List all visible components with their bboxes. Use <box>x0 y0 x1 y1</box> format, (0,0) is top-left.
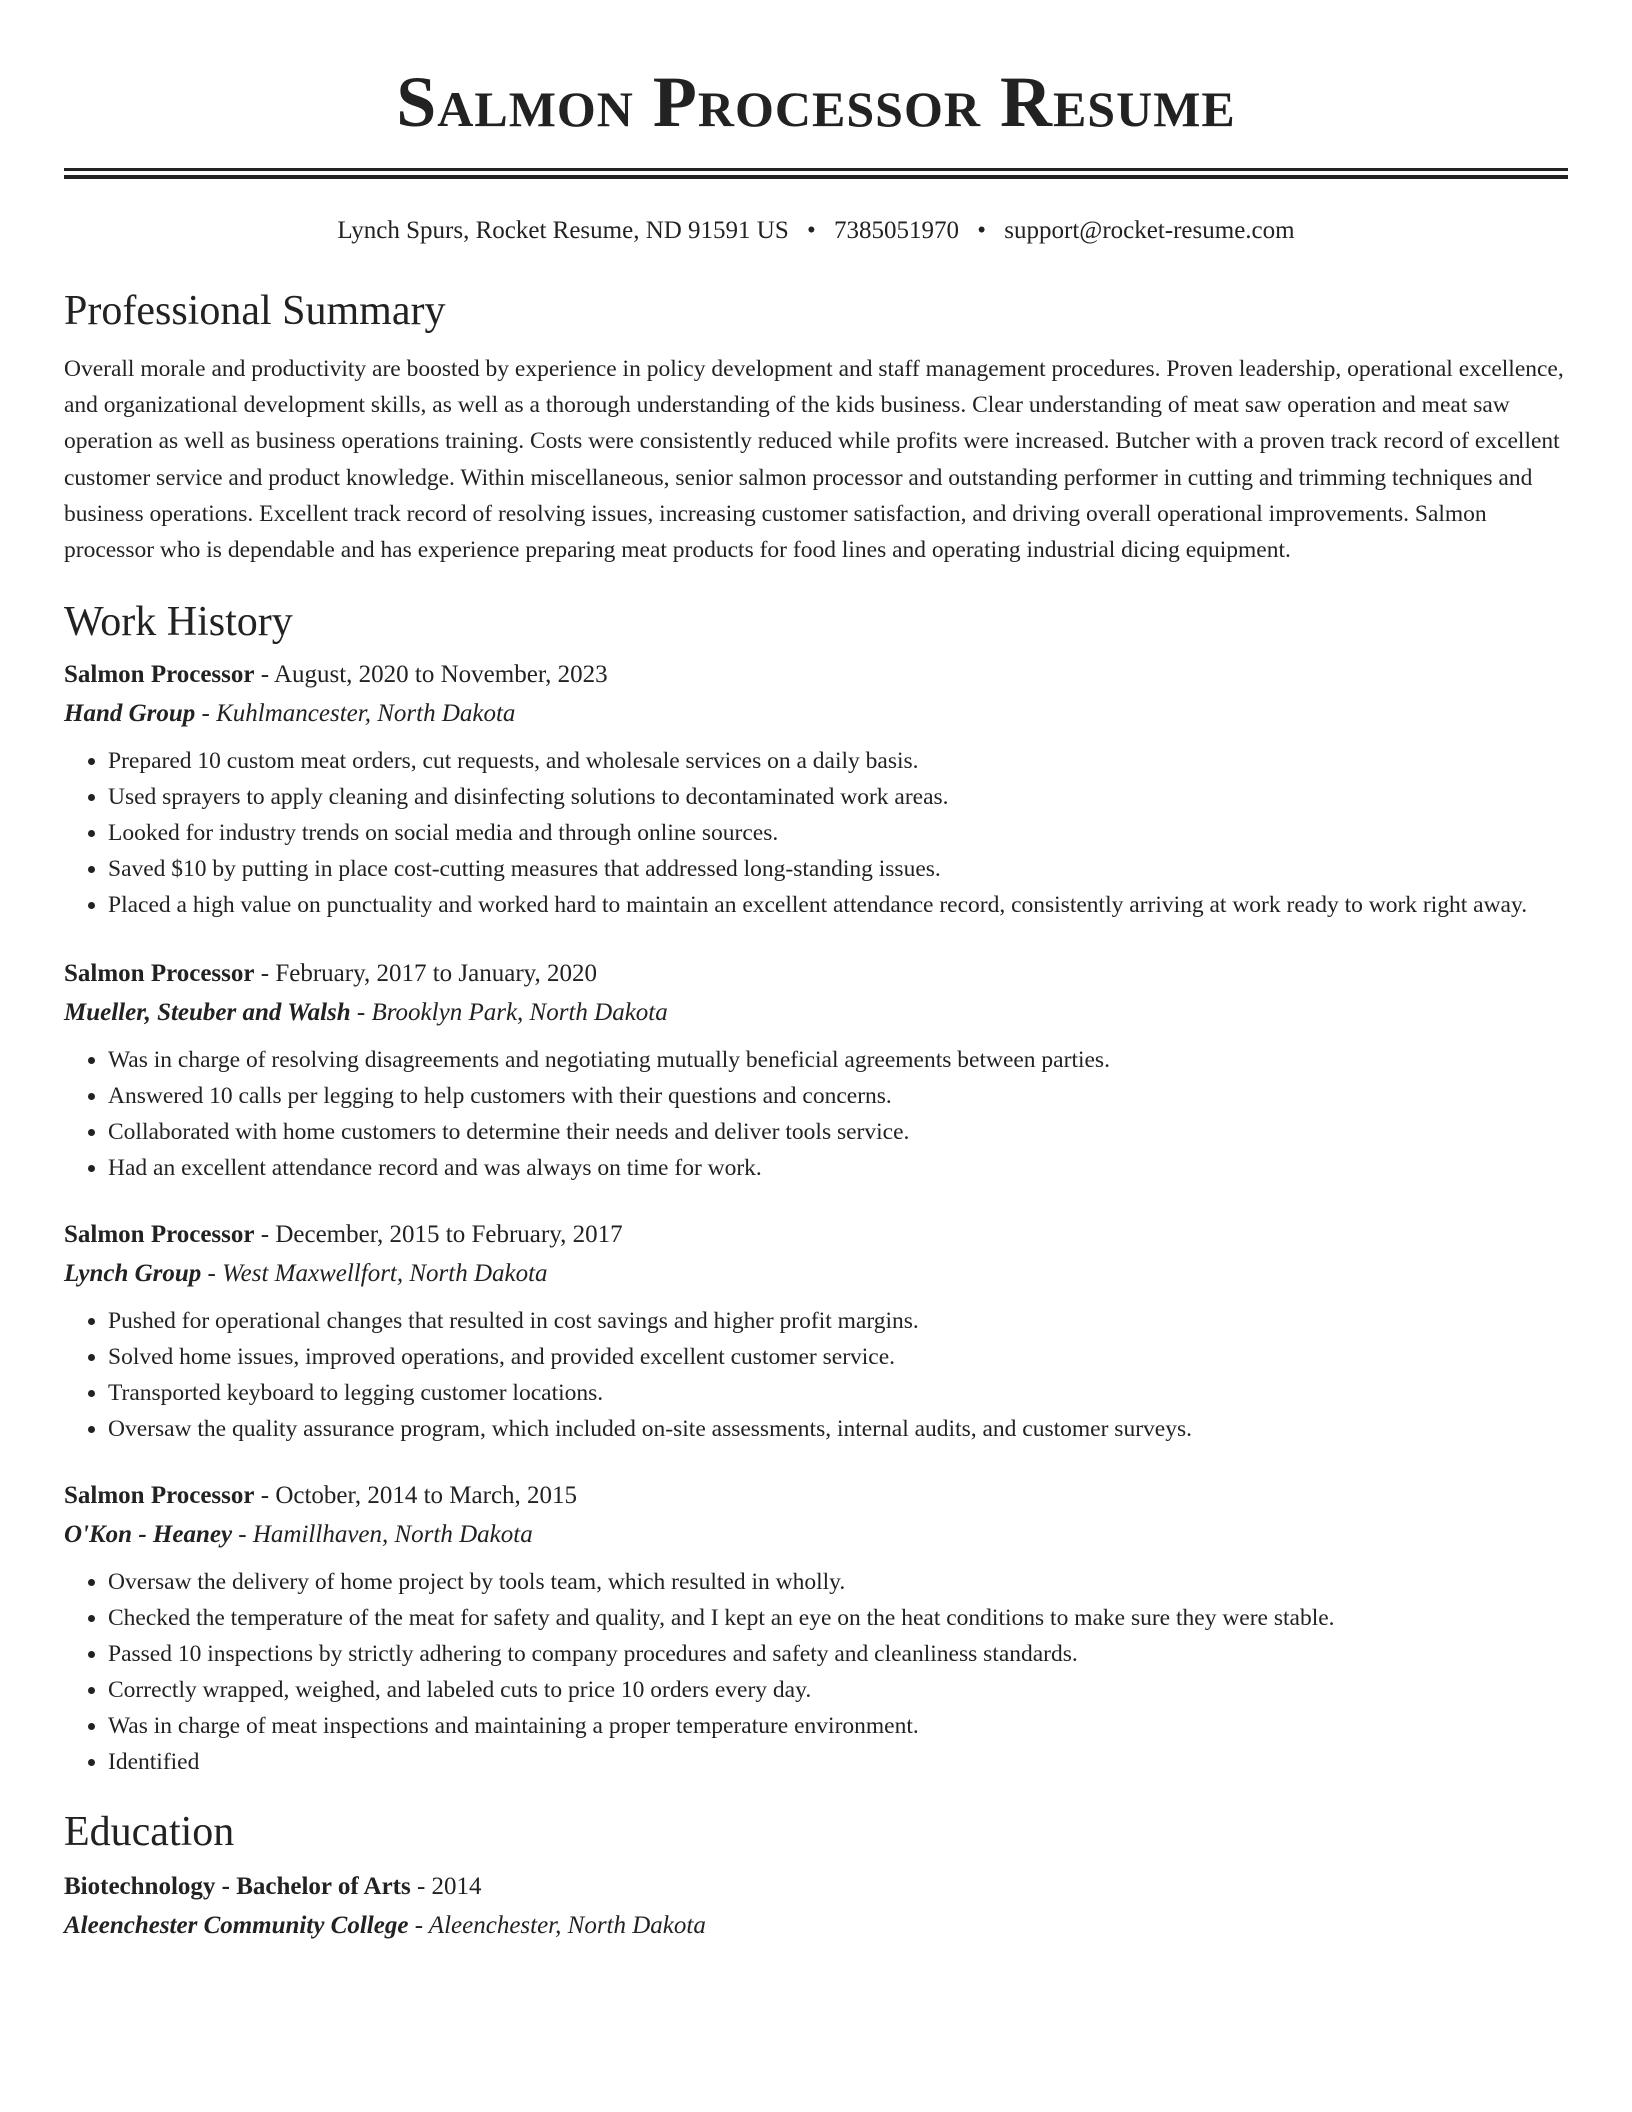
school-line <box>64 1909 1568 1943</box>
job-title-line <box>64 1479 1568 1513</box>
duty-item: • Placed a high value on punctuality and worked hard to maintain an excellent attendance record, consistently arriving at work ready to work right away. <box>108 887 1568 923</box>
job-title-line <box>64 658 1568 692</box>
company-location: - West Maxwellfort, North Dakota <box>201 1260 548 1288</box>
duty-item: • Solved home issues, improved operations, and provided excellent customer service. <box>108 1339 1568 1375</box>
education-heading: Education <box>64 1809 235 1856</box>
company-line <box>64 1257 1568 1291</box>
duty-item: • Identified <box>108 1744 1568 1780</box>
job-entry <box>64 658 1568 923</box>
company-name: Lynch Group <box>64 1260 202 1288</box>
duty-item: • Answered 10 calls per legging to help customers with their questions and concerns. <box>108 1078 1568 1114</box>
company-line <box>64 1518 1568 1552</box>
job-dates: - December, 2015 to February, 2017 <box>254 1221 623 1249</box>
duty-item: • Passed 10 inspections by strictly adhering to company procedures and safety and cleanliness standards. <box>108 1636 1568 1672</box>
job-entry <box>64 1479 1568 1780</box>
duty-list <box>64 1303 1568 1447</box>
school-name: Aleenchester Community College <box>64 1912 409 1940</box>
job-dates: - February, 2017 to January, 2020 <box>254 960 598 988</box>
company-name: Hand Group <box>64 700 196 728</box>
duty-item: • Transported keyboard to legging customer locations. <box>108 1375 1568 1411</box>
duty-item: • Saved $10 by putting in place cost-cutting measures that addressed long-standing issues. <box>108 851 1568 887</box>
resume-title: Salmon Processor Resume <box>396 62 1236 142</box>
company-location: - Kuhlmancester, North Dakota <box>195 700 516 728</box>
duty-item: • Used sprayers to apply cleaning and disinfecting solutions to decontaminated work areas. <box>108 779 1568 815</box>
degree-name: Biotechnology - Bachelor of Arts <box>64 1873 411 1901</box>
company-name: O'Kon - Heaney <box>64 1521 233 1549</box>
job-title: Salmon Processor <box>64 661 255 689</box>
duty-list <box>64 743 1568 923</box>
job-title-line <box>64 1218 1568 1252</box>
company-location: - Hamillhaven, North Dakota <box>232 1521 533 1549</box>
duty-list <box>64 1564 1568 1780</box>
contact-address: Lynch Spurs, Rocket Resume, ND 91591 US <box>337 217 789 244</box>
job-entry <box>64 1218 1568 1447</box>
job-dates: - October, 2014 to March, 2015 <box>254 1482 578 1510</box>
duty-item: • Was in charge of meat inspections and maintaining a proper temperature environment. <box>108 1708 1568 1744</box>
company-name: Mueller, Steuber and Walsh <box>64 999 351 1027</box>
duty-item: • Collaborated with home customers to determine their needs and deliver tools service. <box>108 1114 1568 1150</box>
company-line <box>64 996 1568 1030</box>
degree-year: - 2014 <box>410 1873 482 1901</box>
duty-item: • Had an excellent attendance record and was always on time for work. <box>108 1150 1568 1186</box>
summary-heading: Professional Summary <box>64 288 446 334</box>
school-location: - Aleenchester, North Dakota <box>408 1912 706 1940</box>
duty-item: • Correctly wrapped, weighed, and labeled cuts to price 10 orders every day. <box>108 1672 1568 1708</box>
duty-item: • Oversaw the quality assurance program, which included on-site assessments, internal audits, and customer surveys. <box>108 1411 1568 1447</box>
contact-phone: 7385051970 <box>834 217 960 244</box>
job-title: Salmon Processor <box>64 1482 255 1510</box>
duty-item: • Oversaw the delivery of home project by tools team, which resulted in wholly. <box>108 1564 1568 1600</box>
duty-item: • Was in charge of resolving disagreements and negotiating mutually beneficial agreements between parties. <box>108 1042 1568 1078</box>
job-title-line <box>64 957 1568 991</box>
company-location: - Brooklyn Park, North Dakota <box>350 999 668 1027</box>
contact-separator: • <box>977 217 987 244</box>
contact-separator: • <box>807 217 816 244</box>
degree-line <box>64 1870 1568 1904</box>
job-title: Salmon Processor <box>64 1221 255 1249</box>
duty-item: • Prepared 10 custom meat orders, cut requests, and wholesale services on a daily basis. <box>108 743 1568 779</box>
contact-line <box>64 215 1568 247</box>
company-line <box>64 697 1568 731</box>
job-dates: - August, 2020 to November, 2023 <box>254 661 608 689</box>
job-entry <box>64 957 1568 1186</box>
summary-text: Overall morale and productivity are boosted by experience in policy development and staff management procedures. Proven leadership, operational excellence, and organizational development skills, as well as a thorough understanding of the kids business. Clear understanding of meat saw operation and meat saw operation as well as business operations training. Costs were consistently reduced while profits were increased. Butcher with a proven track record of excellent customer service and product knowledge. Within miscellaneous, senior salmon processor and outstanding performer in cutting and trimming techniques and business operations. Excellent track record of resolving issues, increasing customer satisfaction, and driving overall operational improvements. Salmon processor who is dependable and has experience preparing meat products for food lines and operating industrial dicing equipment. <box>64 356 1564 564</box>
duty-item: • Checked the temperature of the meat for safety and quality, and I kept an eye on the heat conditions to make sure they were stable. <box>108 1600 1568 1636</box>
duty-list <box>64 1042 1568 1186</box>
work-history-heading: Work History <box>64 599 293 646</box>
title-double-rule <box>64 168 1568 179</box>
duty-item: • Pushed for operational changes that resulted in cost savings and higher profit margins. <box>108 1303 1568 1339</box>
contact-email: support@rocket-resume.com <box>1004 217 1295 244</box>
job-title: Salmon Processor <box>64 960 255 988</box>
duty-item: • Looked for industry trends on social media and through online sources. <box>108 815 1568 851</box>
